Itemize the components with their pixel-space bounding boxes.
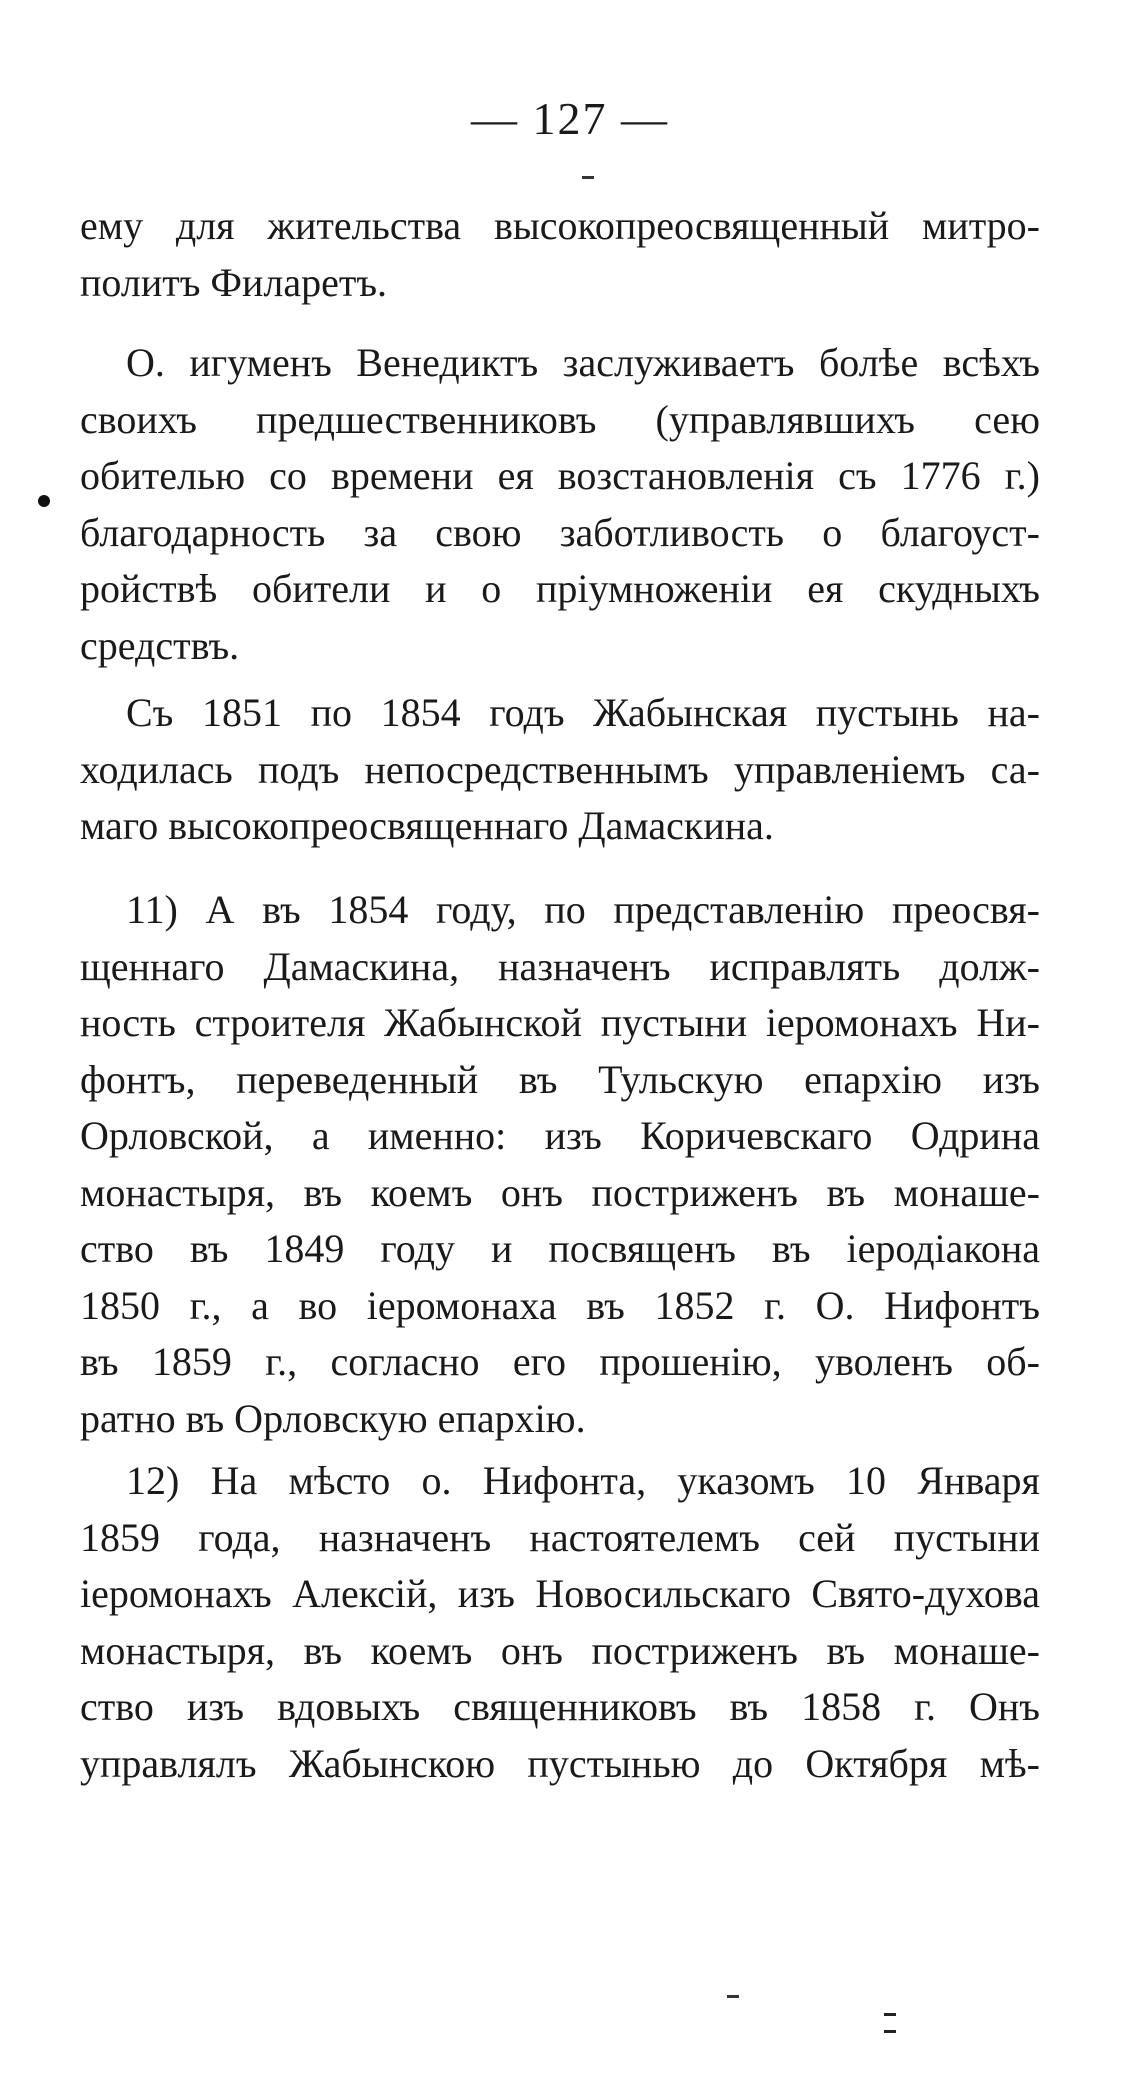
text-line: 1850 г., а во іеромонаха въ 1852 г. О. Нифонтъ [80,1282,1040,1328]
paragraph-3 [80,685,1040,855]
text-line: своихъ предшественниковъ (управлявшихъ сею [80,396,1040,442]
text-line: управлялъ Жабынскою пустынью до Октября мѣ- [80,1740,1040,1786]
scan-dot-mark [38,495,50,507]
paragraph-2 [80,335,1040,674]
text-line: 12) На мѣсто о. Нифонта, указомъ 10 Января [126,1458,1040,1503]
text-line: Съ 1851 по 1854 годъ Жабынская пустынь на- [126,690,1040,735]
text-line: политъ Филаретъ. [80,259,388,305]
text-line: 11) А въ 1854 году, по представленію преосвя- [126,887,1040,932]
scan-speck [582,176,594,179]
text-line: ство въ 1849 году и посвященъ въ іеродіакона [80,1226,1040,1271]
text-line: Орловской, а именно: изъ Коричевскаго Одрина [80,1113,1040,1158]
text-line: монастыря, въ коемъ онъ постриженъ въ монаше- [80,1627,1040,1673]
scan-speck [727,1995,739,1998]
text-line: средствъ. [80,622,240,668]
text-line: фонтъ, переведенный въ Тульскую епархію изъ [80,1056,1040,1102]
text-line: монастыря, въ коемъ онъ постриженъ въ монаше- [80,1169,1040,1215]
text-line: благодарность за свою заботливость о благоуст- [80,509,1040,555]
text-line: ройствѣ обители и о пріумноженіи ея скудныхъ [80,566,1040,611]
text-line: ему для жительства высокопреосвященный митро- [80,203,1040,248]
page-number: — 127 — [471,93,669,144]
text-line: маго высокопреосвященнаго Дамаскина. [80,803,774,848]
scan-speck [884,2013,896,2033]
text-line: 1859 года, назначенъ настоятелемъ сей пустыни [80,1514,1040,1560]
text-line: ность строителя Жабынской пустыни іеромонахъ Ни- [80,1000,1040,1045]
text-line: ратно въ Орловскую епархію. [80,1395,586,1441]
text-line: О. игуменъ Венедиктъ заслуживаетъ болѣе всѣхъ [126,340,1040,385]
text-line: обителью со времени ея возстановленія съ 1776 г.) [80,453,1040,498]
text-line: ство изъ вдовыхъ священниковъ въ 1858 г. Онъ [80,1684,1040,1729]
text-line: въ 1859 г., согласно его прошенію, уволенъ об- [80,1339,1040,1384]
paragraph-1 [80,198,1040,311]
text-line: іеромонахъ Алексій, изъ Новосильскаго Свято-духова [80,1571,1040,1616]
text-line: щеннаго Дамаскина, назначенъ исправлять долж- [80,943,1040,989]
paragraph-5 [80,1453,1040,1792]
text-line: ходилась подъ непосредственнымъ управленіемъ са- [80,746,1040,792]
paragraph-4 [80,882,1040,1447]
